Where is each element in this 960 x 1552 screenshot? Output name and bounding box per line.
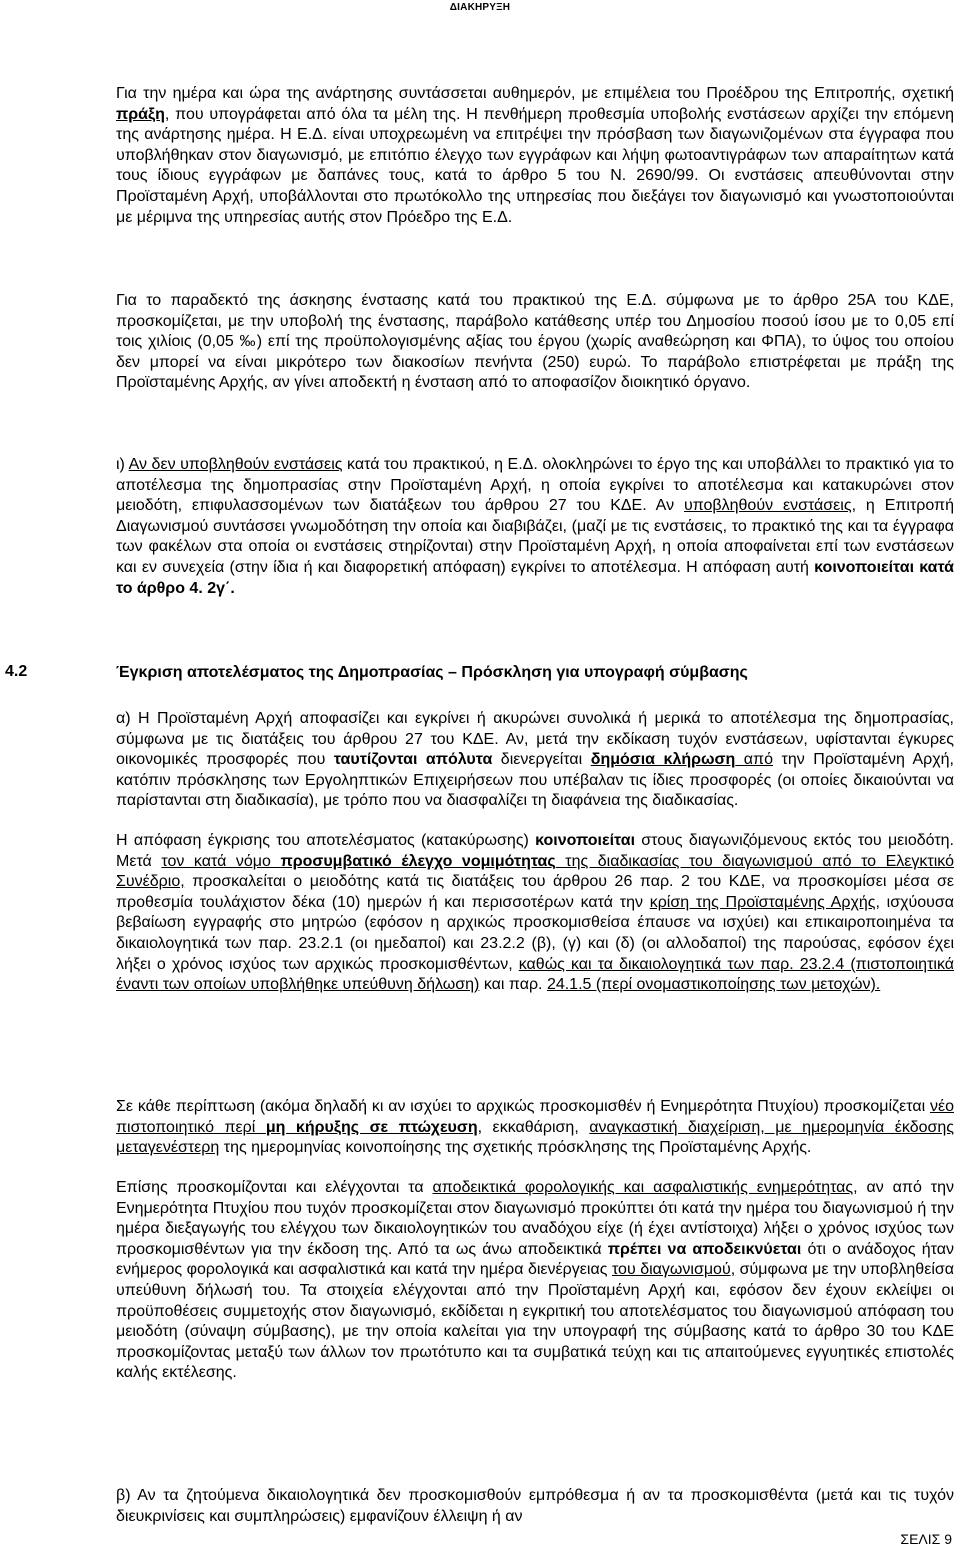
paragraph-objection-fee: Για το παραδεκτό της άσκησης ένστασης κατά του πρακτικού της Ε.Δ. σύμφωνα με το άρθρο 25Α του ΚΔΕ, προσκομίζεται, με την υποβολή της ένστασης, παράβολο κατάθεσης υπέρ του Δημοσίου ποσού ίσου με το 0,05 επί τοις χιλίοις (0,05 ‰) επί της προϋπολογισμένης αξίας του έργου (χωρίς αναθεώρηση και ΦΠΑ), το ύψος του οποίου δεν μπορεί να είναι μικρότερο των διακοσίων πενήντα (250) ευρώ. Το παράβολο επιστρέφεται με πράξη της Προϊσταμένης Αρχής, αν γίνει αποδεκτή η ένσταση από το αποφασίζον διοικητικό όργανο. bbox=[116, 292, 954, 392]
page-number: ΣΕΛΙΣ 9 bbox=[900, 1531, 952, 1547]
section-number: 4.2 bbox=[5, 663, 28, 680]
paragraph-tax-insurance: Επίσης προσκομίζονται και ελέγχονται τα αποδεικτικά φορολογικής και ασφαλιστικής ενημερότητας, αν από την Ενημερότητα Πτυχίου που τυχόν προσκομίζεται στον διαγωνισμό προκύπτει ότι κατά την ημέρα του διαγωνισμού ή την ημέρα διεξαγωγής του ελέγχου των δικαιολογητικών του αναδόχου είχε (ή έχει αντίστοιχα) λήξει ο χρόνος ισχύος των προσκομισθέντων για την έκδοση της. Από τα ως άνω αποδεικτικά πρέπει να αποδεικνύεται ότι ο ανάδοχος ήταν ενήμερος φορολογικά και ασφαλιστικά και κατά την ημέρα διενέργειας του διαγωνισμού, σύμφωνα με την υποβληθείσα υπεύθυνη δήλωσή του. Τα στοιχεία ελέγχονται από την Προϊσταμένη Αρχή και, εφόσον δεν έχουν εκλείψει οι προϋποθέσεις συμμετοχής στον διαγωνισμό, εκδίδεται η εγκριτική του αποτελέσματος του διαγωνισμού απόφαση του μειοδότη (σύναψη σύμβασης), με την οποία καλείται για την υπογραφή της σύμβασης κατά το άρθρο 30 του ΚΔΕ προσκομίζοντας μεταξύ των άλλων τον πρωτότυπο και τα συμβατικά τεύχη και τις απαιτούμενες εγγυητικές επιστολές καλής εκτέλεσης. bbox=[116, 1179, 955, 1382]
paragraph-approval: α) Η Προϊσταμένη Αρχή αποφασίζει και εγκρίνει ή ακυρώνει συνολικά ή μερικά το αποτέλεσμα της δημοπρασίας, σύμφωνα με τις διατάξεις του άρθρου 27 του ΚΔΕ. Αν, μετά την εκδίκαση τυχόν ενστάσεων, υφίστανται έγκυρες οικονομικές προσφορές που ταυτίζονται απόλυτα διενεργείται δημόσια κλήρωση από την Προϊσταμένη Αρχή, κατόπιν πρόσκλησης των Εργοληπτικών Επιχειρήσεων που υπέβαλαν τις ίδιες προσφορές (οι οποίες δικαιούνται να παρίστανται στη διαδικασία), με τρόπο που να διασφαλίζει τη διαφάνεια της διαδικασίας. bbox=[116, 710, 955, 810]
paragraph-no-objections: ι) Αν δεν υποβληθούν ενστάσεις κατά του πρακτικού, η Ε.Δ. ολοκληρώνει το έργο της και υποβάλλει το πρακτικό για το αποτέλεσμα της δημοπρασίας στην Προϊσταμένη Αρχή, η οποία εγκρίνει το αποτέλεσμα και κατακυρώνει στον μειοδότη, επιφυλασσομένων των διατάξεων του άρθρου 27 του ΚΔΕ. Αν υποβληθούν ενστάσεις, η Επιτροπή Διαγωνισμού συντάσσει γνωμοδότηση την οποία και διαβιβάζει, (μαζί με τις ενστάσεις, το πρακτικό της και τα έγγραφα των φακέλων στα οποία οι ενστάσεις στηρίζονται) στην Προϊσταμένη Αρχή, η οποία αποφαίνεται επί των ενστάσεων και εν συνεχεία (στην ίδια ή και διαφορετική απόφαση) εγκρίνει το αποτέλεσμα. Η απόφαση αυτή κοινοποιείται κατά το άρθρο 4. 2γ΄. bbox=[116, 456, 955, 597]
paragraph-missing-documents: β) Αν τα ζητούμενα δικαιολογητικά δεν προσκομισθούν εμπρόθεσμα ή αν τα προσκομισθέντα (μετά και τις τυχόν διευκρινίσεις και συμπληρώσεις) εμφανίζουν έλλειψη ή αν bbox=[116, 1487, 954, 1525]
section-title: Έγκριση αποτελέσματος της Δημοπρασίας – Πρόσκληση για υπογραφή σύμβασης bbox=[116, 664, 748, 681]
paragraph-objection-procedure: Για την ημέρα και ώρα της ανάρτησης συντάσσεται αυθημερόν, με επιμέλεια του Προέδρου της Επιτροπής, σχετική πράξη, που υπογράφεται από όλα τα μέλη της. Η πενθήμερη προθεσμία υποβολής ενστάσεων αρχίζει την επόμενη της ανάρτησης ημέρα. Η Ε.Δ. είναι υποχρεωμένη να επιτρέψει την πρόσβαση των διαγωνιζομένων στα έγγραφα που υποβλήθηκαν στον διαγωνισμό, με επιτόπιο έλεγχο των εγγράφων και λήψη φωτοαντιγράφων των απαραίτητων κατά τους ίδιους εγγράφων με δαπάνες τους, κατά το άρθρο 5 του Ν. 2690/99. Οι ενστάσεις απευθύνονται στην Προϊσταμένη Αρχή, υποβάλλονται στο πρωτόκολλο της υπηρεσίας που διεξάγει τον διαγωνισμό και γνωστοποιούνται με μέριμνα της υπηρεσίας αυτής στον Πρόεδρο της Ε.Δ. bbox=[116, 85, 954, 226]
paragraph-bankruptcy-certificate: Σε κάθε περίπτωση (ακόμα δηλαδή κι αν ισχύει το αρχικώς προσκομισθέν ή Ενημερότητα Πτυχίου) προσκομίζεται νέο πιστοποιητικό περί μη κήρυξης σε πτώχευση, εκκαθάριση, αναγκαστική διαχείριση, με ημερομηνία έκδοσης μεταγενέστερη της ημερομηνίας κοινοποίησης της σχετικής πρόσκλησης της Προϊσταμένης Αρχής. bbox=[116, 1098, 954, 1157]
document-header: ΔΙΑΚΗΡΥΞΗ bbox=[449, 2, 511, 13]
paragraph-award-notification: Η απόφαση έγκρισης του αποτελέσματος (κατακύρωσης) κοινοποιείται στους διαγωνιζόμενους εκτός του μειοδότη. Μετά τον κατά νόμο προσυμβατικό έλεγχο νομιμότητας της διαδικασίας του διαγωνισμού από το Ελεγκτικό Συνέδριο, προσκαλείται ο μειοδότης κατά τις διατάξεις του άρθρου 26 παρ. 2 του ΚΔΕ, να προσκομίσει μέσα σε προθεσμία τουλάχιστον δέκα (10) ημερών ή και περισσοτέρων κατά την κρίση της Προϊσταμένης Αρχής, ισχύουσα βεβαίωση εγγραφής στο μητρώο (εφόσον η αρχικώς προσκομισθείσα έπαυσε να ισχύει) και επικαιροποιημένα τα δικαιολογητικά των παρ. 23.2.1 (οι ημεδαποί) και 23.2.2 (β), (γ) και (δ) (οι αλλοδαποί) της παρούσας, εφόσον έχει λήξει ο χρόνος ισχύος των αρχικώς προσκομισθέντων, καθώς και τα δικαιολογητικά των παρ. 23.2.4 (πιστοποιητικά έναντι των οποίων υποβλήθηκε υπεύθυνη δήλωση) και παρ. 24.1.5 (περί ονομαστικοποίησης των μετοχών). bbox=[116, 832, 955, 994]
